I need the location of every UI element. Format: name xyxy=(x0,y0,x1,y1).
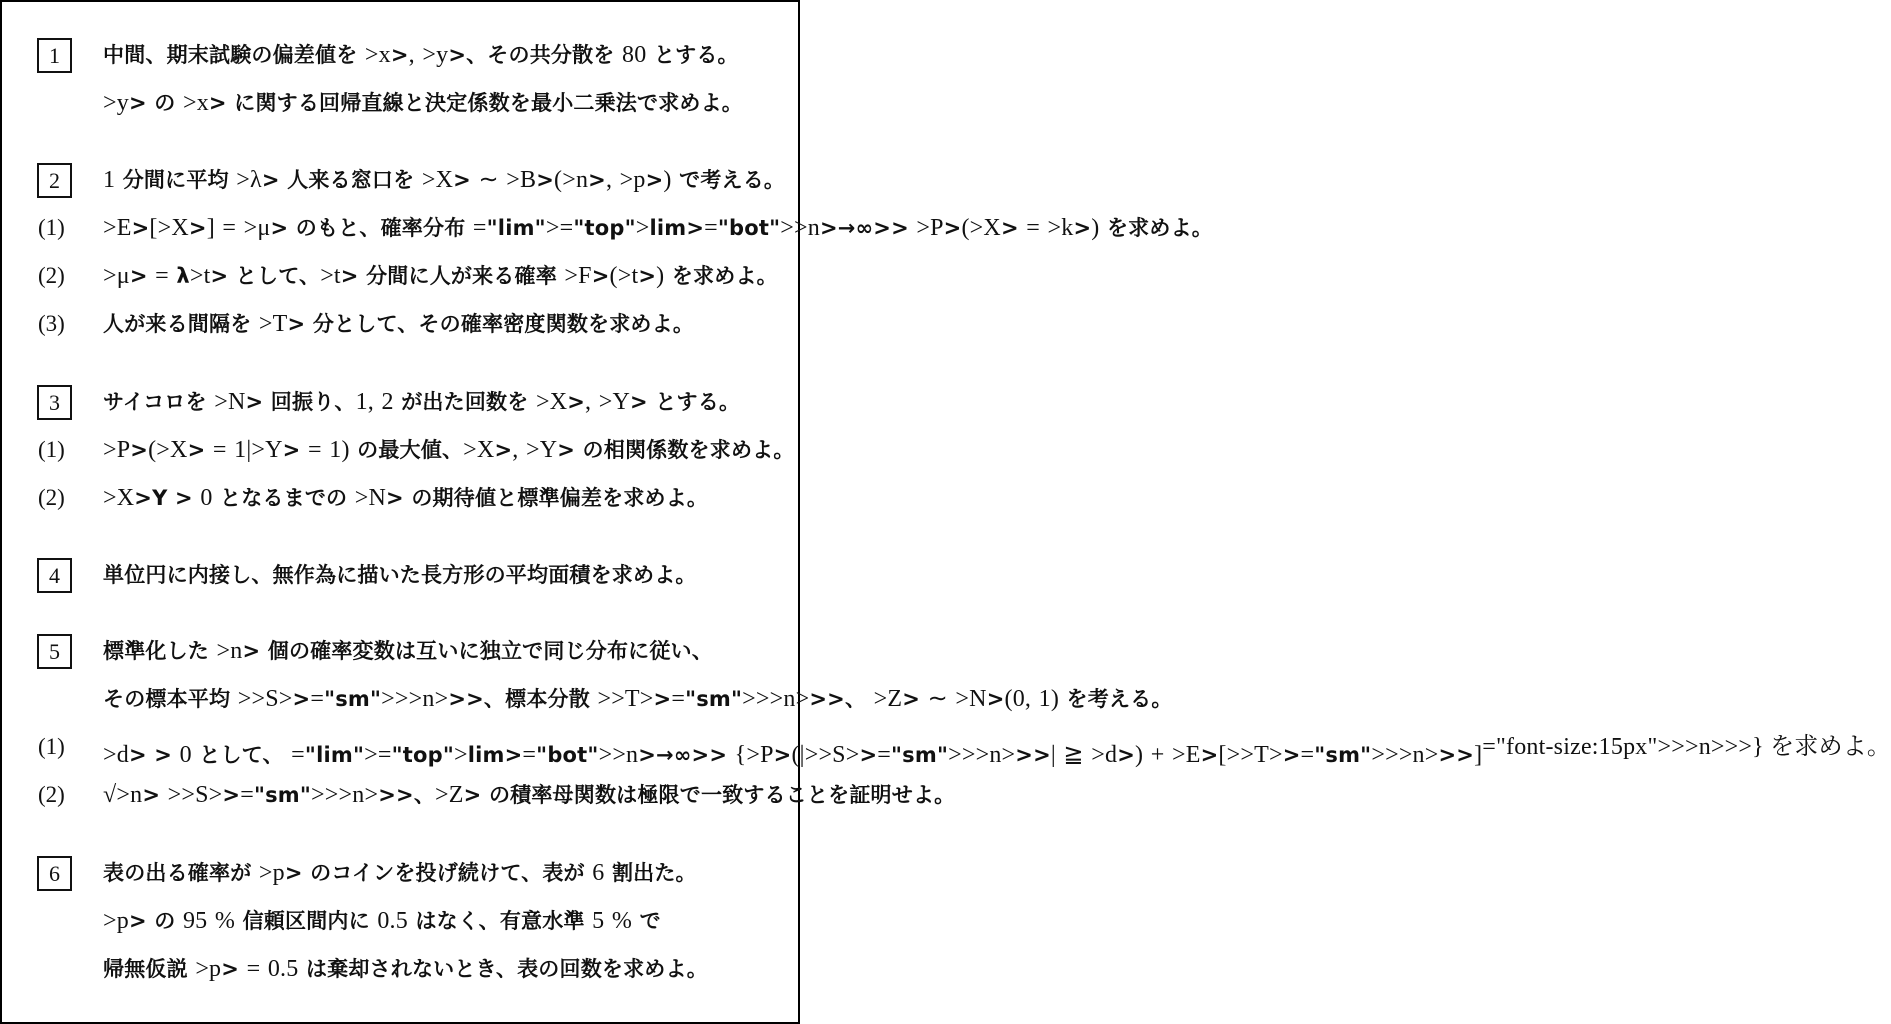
problem-6-line xyxy=(2,949,798,989)
question-text: 1 分間に平均 >λ> 人来る窓口を >X> ∼ >B>(>n>, >p>) で考える。 xyxy=(103,167,786,193)
question-text: 単位円に内接し、無作為に描いた長方形の平均面積を求めよ。 xyxy=(103,563,697,587)
problem-3-line xyxy=(2,430,798,470)
problem-number-box: 4 xyxy=(37,558,72,593)
subquestion-label: (2) xyxy=(38,263,65,288)
subquestion-label: (3) xyxy=(38,311,65,336)
problem-number-box: 1 xyxy=(37,38,72,73)
question-text: 人が来る間隔を >T> 分として、その確率密度関数を求めよ。 xyxy=(103,311,695,337)
problem-6-line xyxy=(2,853,798,893)
question-text: >y> の >x> に関する回帰直線と決定係数を最小二乗法で求めよ。 xyxy=(103,90,744,116)
problem-3-line xyxy=(2,382,798,422)
problem-number-box: 2 xyxy=(37,163,72,198)
problem-number-box: 5 xyxy=(37,634,72,669)
question-text: >X>Y > 0 となるまでの >N> の期待値と標準偏差を求めよ。 xyxy=(103,485,709,511)
question-text: 帰無仮説 >p> = 0.5 は棄却されないとき、表の回数を求めよ。 xyxy=(103,956,708,982)
question-text: 中間、期末試験の偏差値を >x>, >y>、その共分散を 80 とする。 xyxy=(103,42,739,68)
problem-1-line xyxy=(2,35,798,75)
problem-2-line xyxy=(2,208,1213,248)
problem-5-line xyxy=(2,679,1173,719)
problem-5-line xyxy=(2,775,956,815)
question-text: >μ> = λ>t> として、>t> 分間に人が来る確率 >F>(>t>) を求めよ。 xyxy=(103,263,778,289)
question-text: その標本平均 >>S>>="sm">>>n>>>、標本分散 >>T>>="sm">>>n>>>、 >Z> ∼ >N>(0, 1) を考える。 xyxy=(103,686,1173,712)
question-text: 標準化した >n> 個の確率変数は互いに独立で同じ分布に従い、 xyxy=(103,638,713,664)
problem-5-line xyxy=(2,631,798,671)
question-text: 表の出る確率が >p> のコインを投げ続けて、表が 6 割出た。 xyxy=(103,860,697,886)
question-text: >d> > 0 として、 ="lim">="top">lim>="bot">>n>→∞>> {>P>(|>>S>>="sm">>>n>>>| ≧ >d>) + >E>[>>T>>="sm">>>n>>>]$^{="font-size:15px">>>n>>>\} を求めよ。}$ xyxy=(103,734,1891,768)
problem-3-line xyxy=(2,478,798,518)
question-text: >P>(>X> = 1|>Y> = 1) の最大値、>X>, >Y> の相関係数を求めよ。 xyxy=(103,437,795,463)
subquestion-label: (1) xyxy=(38,734,65,759)
question-text: √>n> >>S>>="sm">>>n>>>、>Z> の積率母関数は極限で一致することを証明せよ。 xyxy=(103,782,956,808)
problem-1-line xyxy=(2,83,798,123)
problem-number-box: 3 xyxy=(37,385,72,420)
problem-6-line xyxy=(2,901,798,941)
question-text: >p> の 95 % 信頼区間内に 0.5 はなく、有意水準 5 % で xyxy=(103,908,661,934)
subquestion-label: (1) xyxy=(38,215,65,240)
question-text: >E>[>X>] = >μ> のもと、確率分布 ="lim">="top">lim>="bot">>n>→∞>> >P>(>X> = >k>) を求めよ。 xyxy=(103,215,1213,241)
subquestion-label: (2) xyxy=(38,485,65,510)
problem-2-line xyxy=(2,160,798,200)
subquestion-label: (1) xyxy=(38,437,65,462)
problem-2-line xyxy=(2,256,798,296)
problem-5-line xyxy=(2,727,1891,768)
problem-number-box: 6 xyxy=(37,856,72,891)
question-text: サイコロを >N> 回振り、1, 2 が出た回数を >X>, >Y> とする。 xyxy=(103,389,741,415)
problem-4-line xyxy=(2,555,798,595)
subquestion-label: (2) xyxy=(38,782,65,807)
problem-2-line xyxy=(2,304,798,344)
